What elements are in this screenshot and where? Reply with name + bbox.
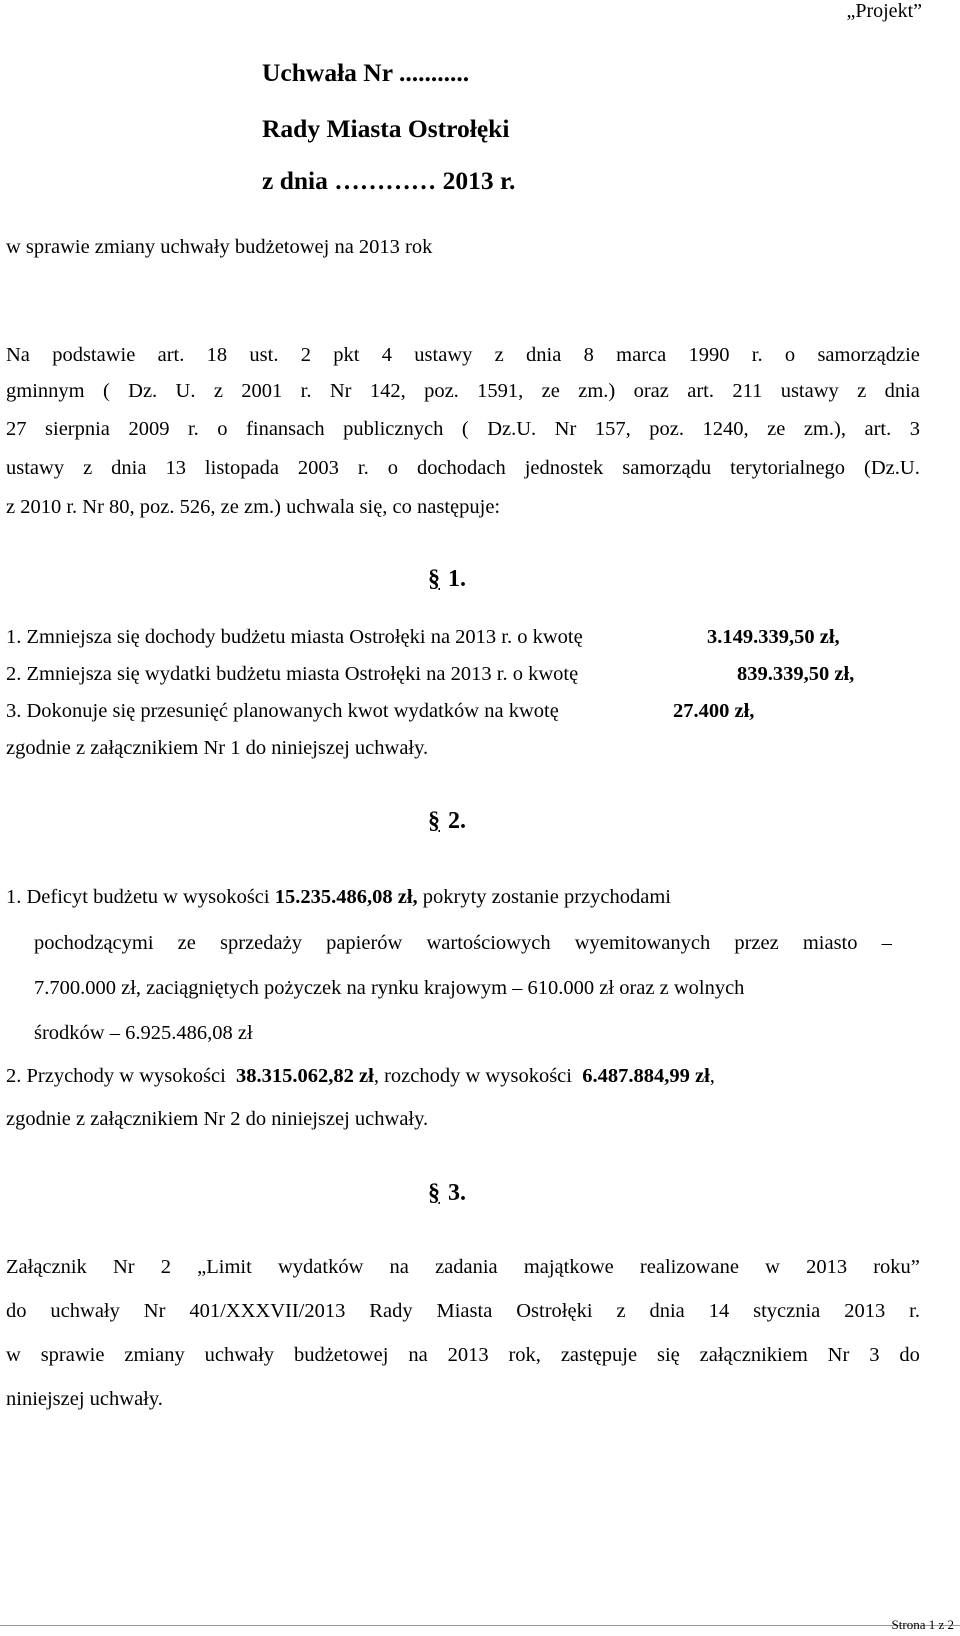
word: Miasta	[436, 1300, 493, 1322]
word: o	[387, 457, 398, 479]
word: poz.	[424, 380, 459, 402]
word: 2001	[241, 380, 283, 402]
word: sierpnia	[45, 418, 110, 440]
word: ze	[541, 380, 560, 402]
s2-item-1-line-2	[34, 932, 892, 955]
word: 2013	[806, 1256, 848, 1278]
word: 14	[708, 1300, 730, 1322]
word: 8	[583, 344, 594, 366]
council-name: Rady Miasta Ostrołęki	[262, 114, 510, 143]
revenue-amount: 38.315.062,82 zł	[236, 1065, 374, 1087]
word: 2013	[844, 1300, 886, 1322]
word: Rady	[369, 1300, 413, 1322]
text: , rozchody w wysokości	[373, 1065, 572, 1087]
s1-item-3-amount: 27.400 zł,	[673, 700, 755, 722]
word: 2	[300, 344, 311, 366]
draft-mark: „Projekt”	[846, 0, 922, 22]
s2-item-1-line-4: środków – 6.925.486,08 zł	[34, 1022, 253, 1044]
word: zadania	[435, 1256, 498, 1278]
s1-item-2: 2. Zmniejsza się wydatki budżetu miasta Ostrołęki na 2013 r. o kwotę	[6, 663, 579, 685]
s2-item-2-continuation: zgodnie z załącznikiem Nr 2 do niniejszej uchwały.	[6, 1108, 429, 1130]
preamble-line-3	[6, 418, 920, 441]
text: 2. Przychody w wysokości	[6, 1065, 226, 1087]
word: Ostrołęki	[516, 1300, 593, 1322]
word: dochodach	[416, 457, 506, 479]
text: pokryty zostanie przychodami	[422, 886, 671, 908]
word: poz.	[649, 418, 684, 440]
word: pkt	[333, 344, 360, 366]
word: papierów	[326, 932, 403, 954]
word: na	[408, 1344, 428, 1366]
section-2-heading	[428, 808, 466, 835]
word: r.	[357, 457, 369, 479]
word: Na	[6, 344, 30, 366]
word: r.	[300, 380, 312, 402]
word: dnia	[649, 1300, 685, 1322]
word: 2013	[447, 1344, 489, 1366]
word: Nr	[554, 418, 577, 440]
word: finansach	[246, 418, 325, 440]
word: pochodzącymi	[34, 932, 154, 954]
word: samorządu	[622, 457, 712, 479]
word: samorządzie	[817, 344, 920, 366]
word: do	[6, 1300, 27, 1322]
word: U.	[175, 380, 196, 402]
text: 1. Deficyt budżetu w wysokości	[6, 886, 270, 908]
word: dnia	[526, 344, 562, 366]
word: z	[83, 457, 93, 479]
word: 142,	[369, 380, 406, 402]
word: miasto	[802, 932, 858, 954]
page-number: Strona 1 z 2	[891, 1617, 954, 1632]
word: art.	[687, 380, 714, 402]
expenditure-amount: 6.487.884,99 zł	[582, 1065, 710, 1087]
word: Nr	[827, 1344, 850, 1366]
preamble-line-4	[6, 457, 920, 480]
word: (	[461, 418, 469, 440]
word: 401/XXXVII/2013	[189, 1300, 346, 1322]
word: marca	[616, 344, 667, 366]
word: o	[784, 344, 796, 366]
resolution-number: Uchwała Nr ...........	[262, 58, 470, 87]
word: ze	[177, 932, 196, 954]
word: ustawy	[414, 344, 473, 366]
word: terytorialnego	[730, 457, 846, 479]
section-1-heading	[428, 566, 466, 593]
word: sprawie	[40, 1344, 105, 1366]
word: stycznia	[753, 1300, 821, 1322]
word: z	[857, 380, 867, 402]
word: 1591,	[477, 380, 524, 402]
s3-line-2	[6, 1300, 920, 1323]
preamble-line-1	[6, 344, 920, 367]
section-3-heading	[428, 1180, 466, 1207]
s1-item-2-amount: 839.339,50 zł,	[737, 663, 855, 685]
word: do	[899, 1344, 920, 1366]
word: w	[765, 1256, 780, 1278]
paragraph-icon: §	[428, 808, 440, 834]
word: 2009	[128, 418, 170, 440]
word: uchwały	[204, 1344, 275, 1366]
word: sprzedaży	[220, 932, 302, 954]
s2-item-1-line-3: 7.700.000 zł, zaciągniętych pożyczek na rynku krajowym – 610.000 zł oraz z wolnych	[34, 977, 745, 999]
deficit-amount: 15.235.486,08 zł,	[274, 886, 418, 908]
word: rok,	[508, 1344, 541, 1366]
paragraph-icon: §	[428, 1180, 440, 1206]
word: dnia	[884, 380, 920, 402]
word: na	[389, 1256, 409, 1278]
s3-line-3	[6, 1344, 920, 1367]
resolution-date: z dnia ………… 2013 r.	[262, 166, 516, 195]
word: ustawy	[780, 380, 839, 402]
word: ze	[767, 418, 786, 440]
word: ustawy	[6, 457, 65, 479]
footer-rule	[0, 1625, 960, 1626]
word: Dz.U.	[487, 418, 537, 440]
word: Nr	[143, 1300, 166, 1322]
s1-item-1-amount: 3.149.339,50 zł,	[707, 626, 840, 648]
word: 211	[732, 380, 763, 402]
word: majątkowe	[523, 1256, 614, 1278]
word: zm.),	[803, 418, 846, 440]
word: dnia	[111, 457, 147, 479]
word: w	[6, 1344, 21, 1366]
word: zmiany	[124, 1344, 185, 1366]
word: 4	[381, 344, 393, 366]
word: r.	[909, 1300, 920, 1322]
resolution-subject: w sprawie zmiany uchwały budżetowej na 2013 rok	[6, 236, 433, 258]
section-number: 1.	[448, 566, 466, 592]
word: oraz	[633, 380, 669, 402]
word: zm.)	[578, 380, 616, 402]
word: 3	[909, 418, 920, 440]
word: r.	[751, 344, 763, 366]
s2-item-2	[6, 1065, 715, 1088]
word: 1990	[688, 344, 730, 366]
s3-line-4: niniejszej uchwały.	[6, 1388, 163, 1410]
word: z	[213, 380, 223, 402]
word: (Dz.U.	[864, 457, 920, 479]
section-number: 2.	[448, 808, 466, 834]
s1-item-1: 1. Zmniejsza się dochody budżetu miasta Ostrołęki na 2013 r. o kwotę	[6, 626, 583, 648]
word: o	[217, 418, 228, 440]
word: 18	[206, 344, 228, 366]
word: Załącznik	[6, 1256, 87, 1278]
s3-line-1	[6, 1256, 920, 1279]
preamble-line-5: z 2010 r. Nr 80, poz. 526, ze zm.) uchwala się, co następuje:	[6, 496, 501, 518]
word: r.	[187, 418, 199, 440]
word: zastępuje	[560, 1344, 638, 1366]
s1-item-3: 3. Dokonuje się przesunięć planowanych kwot wydatków na kwotę	[6, 700, 559, 722]
word: ust.	[249, 344, 279, 366]
s1-item-3-continuation: zgodnie z załącznikiem Nr 1 do niniejszej uchwały.	[6, 737, 429, 759]
word: wydatków	[277, 1256, 364, 1278]
word: 2	[160, 1256, 172, 1278]
word: –	[881, 932, 892, 954]
word: „Limit	[197, 1256, 252, 1278]
word: 157,	[594, 418, 631, 440]
word: (	[102, 380, 110, 402]
word: z	[494, 344, 504, 366]
word: realizowane	[639, 1256, 739, 1278]
word: roku”	[873, 1256, 920, 1278]
word: jednostek	[524, 457, 604, 479]
word: wyemitowanych	[574, 932, 711, 954]
section-number: 3.	[448, 1180, 466, 1206]
word: listopada	[204, 457, 279, 479]
word: Nr	[112, 1256, 135, 1278]
word: uchwały	[50, 1300, 120, 1322]
word: 1240,	[702, 418, 749, 440]
preamble-line-2	[6, 380, 920, 403]
word: podstawie	[52, 344, 136, 366]
word: wartościowych	[426, 932, 551, 954]
s2-item-1-line-1	[6, 886, 671, 909]
word: budżetowej	[293, 1344, 389, 1366]
word: art.	[864, 418, 892, 440]
word: 3	[869, 1344, 880, 1366]
paragraph-icon: §	[428, 566, 440, 592]
word: gminnym	[6, 380, 85, 402]
word: się	[656, 1344, 680, 1366]
word: 13	[165, 457, 186, 479]
text: ,	[709, 1065, 715, 1087]
word: art.	[157, 344, 185, 366]
word: 2003	[297, 457, 339, 479]
word: publicznych	[343, 418, 444, 440]
word: załącznikiem	[699, 1344, 808, 1366]
word: 27	[6, 418, 27, 440]
word: przez	[734, 932, 779, 954]
word: z	[616, 1300, 626, 1322]
word: Dz.	[128, 380, 158, 402]
word: Nr	[329, 380, 352, 402]
